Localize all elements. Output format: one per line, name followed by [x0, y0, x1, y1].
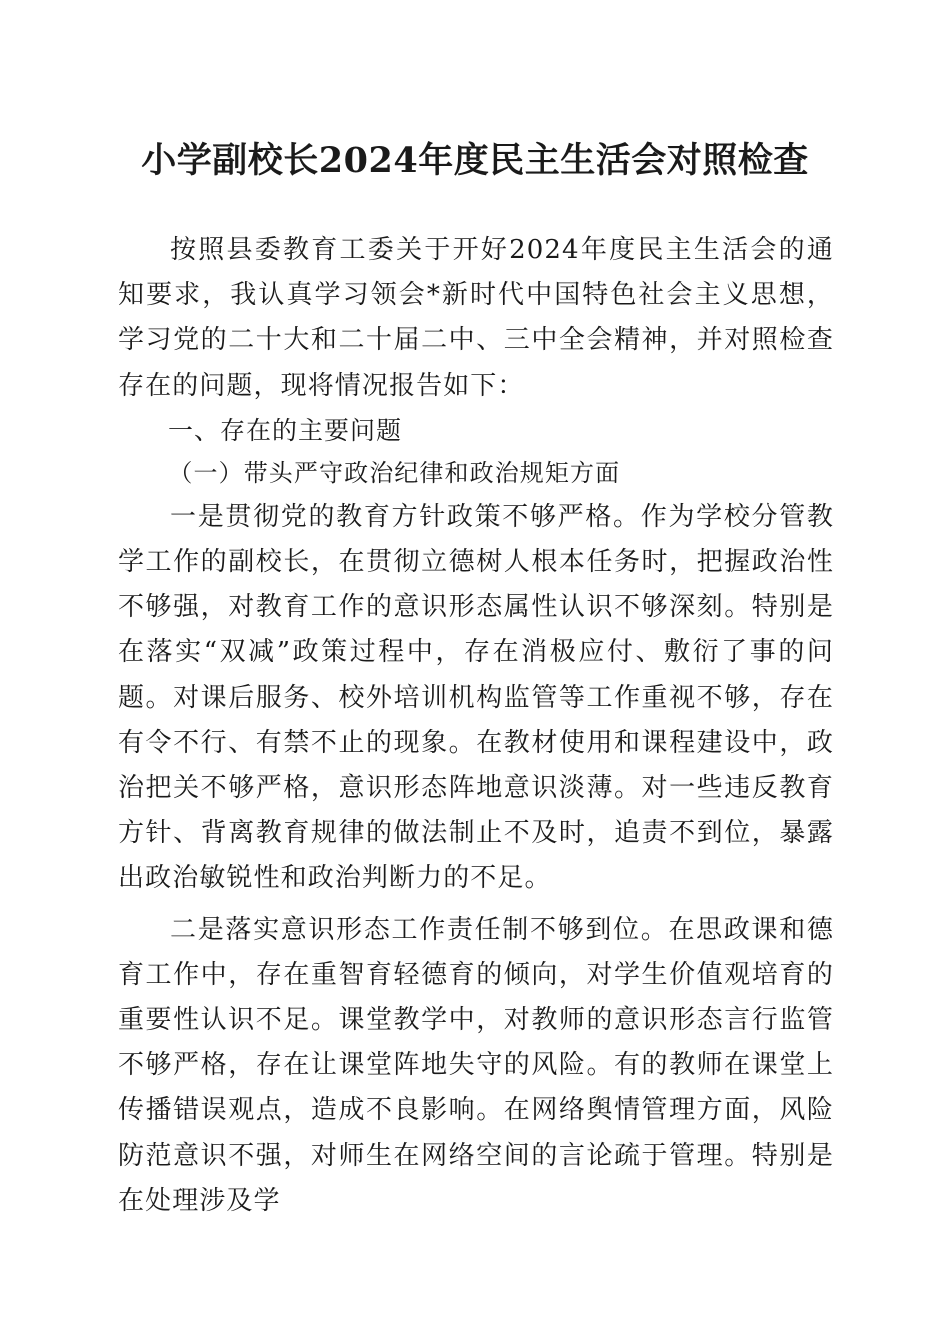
document-body — [118, 228, 834, 1224]
point-1-text: 作为学校分管教学工作的副校长，在贯彻立德树人根本任务时，把握政治性不够强，对教育工作的意识形态属性认识不够深刻。特别是在落实“双减”政策过程中，存在消极应付、敷衍了事的问题。对课后服务、校外培训机构监管等工作重视不够，存在有令不行、有禁不止的现象。在教材使用和课程建设中，政治把关不够严格，意识形态阵地意识淡薄。对一些违反教育方针、背离教育规律的做法制止不及时，追责不到位，暴露出政治敏锐性和政治判断力的不足。 — [118, 501, 834, 894]
point-1-lead: 一是贯彻党的教育方针政策不够严格。 — [170, 501, 641, 532]
point-2-lead: 二是落实意识形态工作责任制不够到位。 — [170, 914, 669, 945]
point-2-text: 在思政课和德育工作中，存在重智育轻德育的倾向，对学生价值观培育的重要性认识不足。课堂教学中，对教师的意识形态言行监管不够严格，存在让课堂阵地失守的风险。有的教师在课堂上传播错误观点，造成不良影响。在网络舆情管理方面，风险防范意识不强，对师生在网络空间的言论疏于管理。特别是在处理涉及学 — [118, 914, 834, 1216]
paragraph-point-1 — [118, 495, 834, 902]
document-title: 小学副校长2024年度民主生活会对照检查 — [141, 140, 809, 181]
paragraph-point-2 — [118, 908, 834, 1224]
section-heading-problems: 一、存在的主要问题 — [168, 415, 403, 445]
subsection-heading-political-discipline: （一）带头严守政治纪律和政治规矩方面 — [168, 458, 621, 487]
intro-paragraph: 按照县委教育工委关于开好2024年度民主生活会的通知要求，我认真学习领会*新时代中国特色社会主义思想，学习党的二十大和二十届二中、三中全会精神，并对照检查存在的问题，现将情况报告如下： — [118, 235, 834, 401]
